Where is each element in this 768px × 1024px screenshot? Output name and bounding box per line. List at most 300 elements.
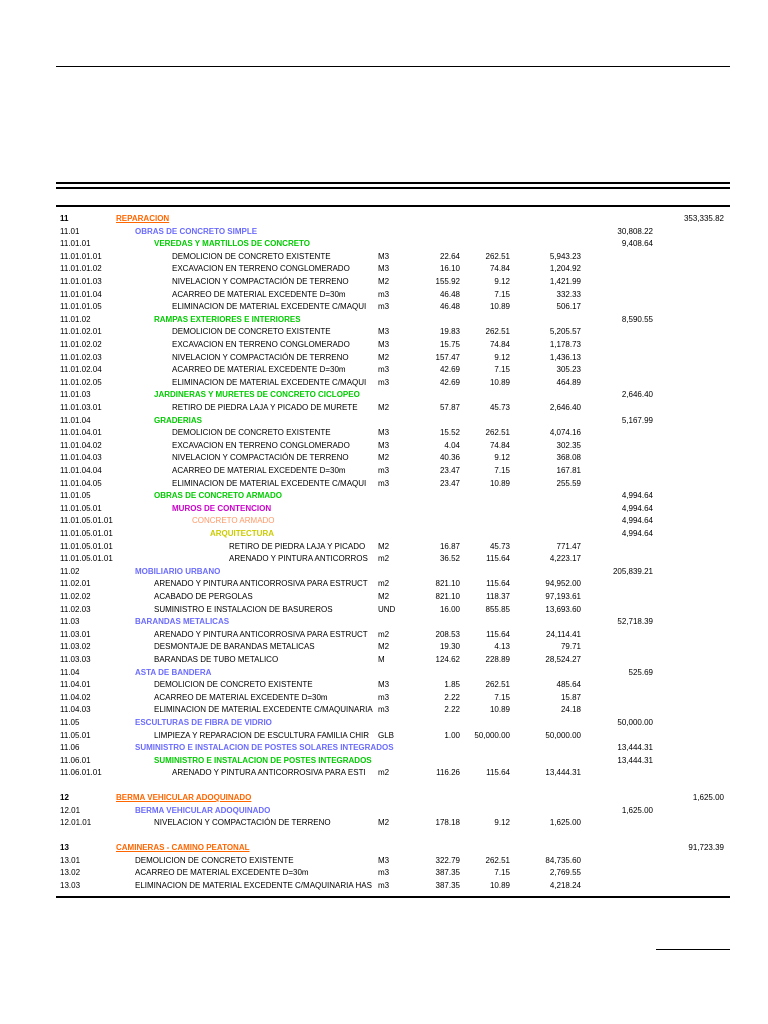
item-code: 11.01.03.01 bbox=[60, 403, 102, 412]
item-code: 12 bbox=[60, 793, 69, 802]
item-quantity: 16.10 bbox=[439, 264, 460, 274]
item-description: ELIMINACION DE MATERIAL EXCEDENTE C/MAQUI bbox=[172, 377, 367, 387]
table-row bbox=[0, 528, 768, 541]
item-unit: m3 bbox=[378, 478, 390, 488]
item-unit: M3 bbox=[378, 340, 390, 349]
item-unit: m2 bbox=[378, 579, 390, 589]
item-description: ASTA DE BANDERA bbox=[135, 667, 212, 677]
item-code: 11.01.03 bbox=[60, 390, 91, 400]
item-unit-price: 9.12 bbox=[494, 277, 510, 286]
item-description: SUMINISTRO E INSTALACION DE BASUREROS bbox=[154, 604, 333, 614]
item-quantity: 208.53 bbox=[435, 629, 460, 639]
item-partial: 5,205.57 bbox=[549, 327, 581, 337]
item-partial: 28,524.27 bbox=[545, 655, 581, 664]
item-unit: m3 bbox=[378, 705, 390, 715]
item-description: DEMOLICION DE CONCRETO EXISTENTE bbox=[172, 327, 331, 337]
item-partial: 94,952.00 bbox=[545, 579, 581, 589]
item-code: 11.01.05.01.01 bbox=[60, 529, 113, 538]
item-quantity: 46.48 bbox=[439, 289, 460, 299]
item-unit: M2 bbox=[378, 642, 390, 652]
item-code: 13.01 bbox=[60, 855, 81, 865]
item-code: 11.01.04.02 bbox=[60, 440, 102, 450]
group-total: 9,408.64 bbox=[621, 239, 653, 249]
item-description: ACARREO DE MATERIAL EXCEDENTE D=30m bbox=[172, 289, 346, 299]
item-unit: M3 bbox=[378, 440, 390, 450]
table-row bbox=[0, 238, 768, 251]
item-partial: 255.59 bbox=[556, 478, 581, 488]
item-description: MOBILIARIO URBANO bbox=[135, 566, 221, 576]
item-description: NIVELACION Y COMPACTACIÓN DE TERRENO bbox=[172, 277, 349, 286]
group-total: 52,718.39 bbox=[617, 617, 653, 627]
item-quantity: 40.36 bbox=[439, 453, 460, 463]
item-code: 11.01 bbox=[60, 226, 80, 236]
table-row bbox=[0, 654, 768, 667]
item-unit-price: 9.12 bbox=[494, 352, 510, 362]
group-total: 205,839.21 bbox=[612, 566, 653, 576]
item-quantity: 821.10 bbox=[435, 579, 460, 589]
item-description: BARANDAS METALICAS bbox=[135, 617, 230, 627]
item-description: ARENADO Y PINTURA ANTICORROS bbox=[229, 554, 368, 564]
item-partial: 305.23 bbox=[556, 365, 581, 375]
table-row bbox=[0, 578, 768, 591]
table-row bbox=[0, 641, 768, 654]
table-row bbox=[0, 276, 768, 289]
item-code: 11.01.04.01 bbox=[60, 428, 102, 438]
item-description: ACABADO DE PERGOLAS bbox=[154, 592, 253, 601]
item-unit: M2 bbox=[378, 277, 390, 286]
item-code: 11.06 bbox=[60, 743, 80, 753]
table-row bbox=[0, 792, 768, 805]
item-unit-price: 262.51 bbox=[485, 251, 510, 261]
table-row bbox=[0, 452, 768, 465]
table-row bbox=[0, 415, 768, 428]
item-unit: M2 bbox=[378, 818, 390, 828]
table-top-rule bbox=[56, 205, 730, 207]
item-description: DEMOLICION DE CONCRETO EXISTENTE bbox=[135, 855, 294, 865]
item-quantity: 322.79 bbox=[435, 855, 460, 865]
item-unit-price: 115.64 bbox=[486, 629, 510, 639]
item-code: 11.04.01 bbox=[60, 680, 91, 690]
item-quantity: 23.47 bbox=[439, 478, 460, 488]
item-description: ACARREO DE MATERIAL EXCEDENTE D=30m bbox=[172, 365, 346, 375]
item-description: ACARREO DE MATERIAL EXCEDENTE D=30m bbox=[135, 868, 309, 878]
section-total: 353,335.82 bbox=[683, 214, 724, 223]
table-row bbox=[0, 604, 768, 617]
table-row bbox=[0, 742, 768, 755]
item-description: SUMINISTRO E INSTALACION DE POSTES INTEGRADOS bbox=[154, 755, 372, 765]
item-unit-price: 74.84 bbox=[489, 264, 510, 274]
group-total: 8,590.55 bbox=[621, 314, 653, 324]
item-description: BERMA VEHICULAR ADOQUINADO bbox=[135, 805, 271, 815]
item-description: RAMPAS EXTERIORES E INTERIORES bbox=[154, 314, 301, 324]
item-code: 11.01.02.01 bbox=[60, 327, 102, 337]
item-unit-price: 118.37 bbox=[486, 592, 510, 601]
item-partial: 368.08 bbox=[556, 453, 581, 463]
section-total: 91,723.39 bbox=[688, 843, 724, 852]
item-unit: m3 bbox=[378, 692, 390, 702]
item-unit-price: 10.89 bbox=[489, 478, 510, 488]
item-code: 11.01.05.01.01 bbox=[60, 516, 113, 526]
item-description: ELIMINACION DE MATERIAL EXCEDENTE C/MAQUI bbox=[172, 302, 367, 312]
group-total: 525.69 bbox=[628, 667, 653, 677]
item-partial: 464.89 bbox=[556, 377, 581, 387]
item-description: NIVELACION Y COMPACTACIÓN DE TERRENO bbox=[172, 352, 349, 362]
item-code: 11.03.02 bbox=[60, 642, 91, 652]
table-row bbox=[0, 629, 768, 642]
item-description: VEREDAS Y MARTILLOS DE CONCRETO bbox=[154, 239, 311, 249]
item-description: LIMPIEZA Y REPARACION DE ESCULTURA FAMILIA CHIR bbox=[154, 730, 370, 740]
table-row bbox=[0, 591, 768, 604]
item-description: RETIRO DE PIEDRA LAJA Y PICADO DE MURETE bbox=[172, 403, 358, 412]
table-bottom-rule bbox=[56, 896, 730, 898]
item-quantity: 387.35 bbox=[435, 880, 460, 890]
item-quantity: 178.18 bbox=[435, 818, 460, 828]
group-total: 2,646.40 bbox=[621, 390, 653, 400]
item-code: 11.02.02 bbox=[60, 592, 91, 601]
item-quantity: 23.47 bbox=[439, 466, 460, 475]
item-quantity: 157.47 bbox=[435, 352, 460, 362]
item-quantity: 2.22 bbox=[444, 692, 460, 702]
item-description: DEMOLICION DE CONCRETO EXISTENTE bbox=[172, 428, 331, 438]
item-quantity: 19.83 bbox=[439, 327, 460, 337]
item-code: 11.01.05 bbox=[60, 491, 91, 501]
item-unit-price: 262.51 bbox=[485, 327, 510, 337]
table-row bbox=[0, 314, 768, 327]
table-row bbox=[0, 389, 768, 402]
item-unit-price: 7.15 bbox=[494, 692, 510, 702]
item-unit-price: 7.15 bbox=[494, 365, 510, 375]
item-unit-price: 50,000.00 bbox=[474, 730, 510, 740]
item-unit: M3 bbox=[378, 264, 390, 274]
group-total: 4,994.64 bbox=[621, 529, 653, 538]
item-unit: m2 bbox=[378, 629, 390, 639]
item-code: 11.01.01.02 bbox=[60, 264, 102, 274]
item-unit: M2 bbox=[378, 592, 390, 601]
item-description: ACARREO DE MATERIAL EXCEDENTE D=30m bbox=[154, 692, 328, 702]
item-partial: 485.64 bbox=[556, 680, 581, 690]
item-unit-price: 228.89 bbox=[485, 655, 510, 664]
item-code: 12.01 bbox=[60, 805, 81, 815]
item-unit: M3 bbox=[378, 680, 390, 690]
table-row bbox=[0, 352, 768, 365]
item-description: CONCRETO ARMADO bbox=[192, 516, 275, 526]
item-code: 11.03 bbox=[60, 617, 80, 627]
item-description: ELIMINACION DE MATERIAL EXCEDENTE C/MAQUINARIA HAS bbox=[135, 880, 372, 890]
item-unit: M2 bbox=[378, 352, 390, 362]
item-unit: m2 bbox=[378, 554, 390, 564]
table-row bbox=[0, 867, 768, 880]
item-quantity: 42.69 bbox=[439, 365, 460, 375]
item-description: SUMINISTRO E INSTALACION DE POSTES SOLARES INTEGRADOS bbox=[135, 743, 394, 753]
top-rule bbox=[56, 66, 730, 67]
item-code: 11.01.05.01.01 bbox=[60, 541, 113, 551]
item-partial: 2,769.55 bbox=[549, 868, 581, 878]
item-unit-price: 7.15 bbox=[494, 868, 510, 878]
item-partial: 50,000.00 bbox=[545, 730, 581, 740]
item-unit-price: 7.15 bbox=[494, 466, 510, 475]
item-code: 11.05 bbox=[60, 718, 80, 727]
item-unit-price: 45.73 bbox=[489, 541, 510, 551]
group-total: 4,994.64 bbox=[621, 491, 653, 501]
item-quantity: 16.00 bbox=[439, 604, 460, 614]
table-row bbox=[0, 263, 768, 276]
item-unit: M3 bbox=[378, 251, 390, 261]
item-unit-price: 10.89 bbox=[489, 302, 510, 312]
section-total: 1,625.00 bbox=[692, 793, 724, 802]
item-unit: M3 bbox=[378, 428, 390, 438]
item-partial: 1,178.73 bbox=[549, 340, 581, 349]
item-description: EXCAVACION EN TERRENO CONGLOMERADO bbox=[172, 264, 350, 274]
item-unit-price: 7.15 bbox=[494, 289, 510, 299]
item-unit: M2 bbox=[378, 453, 390, 463]
item-description: EXCAVACION EN TERRENO CONGLOMERADO bbox=[172, 340, 350, 349]
item-code: 11.04 bbox=[60, 667, 80, 677]
item-partial: 13,444.31 bbox=[545, 768, 581, 778]
table-row bbox=[0, 213, 768, 226]
item-partial: 13,693.60 bbox=[545, 604, 581, 614]
item-code: 11.01.04.03 bbox=[60, 453, 102, 463]
item-description: BERMA VEHICULAR ADOQUINADO bbox=[116, 793, 252, 802]
item-unit-price: 115.64 bbox=[486, 579, 510, 589]
group-total: 13,444.31 bbox=[617, 755, 653, 765]
item-partial: 2,646.40 bbox=[549, 403, 581, 412]
item-code: 11.02.03 bbox=[60, 604, 91, 614]
table-row bbox=[0, 289, 768, 302]
item-description: ESCULTURAS DE FIBRA DE VIDRIO bbox=[135, 718, 272, 727]
table-row bbox=[0, 440, 768, 453]
item-unit: m3 bbox=[378, 377, 390, 387]
item-quantity: 1.85 bbox=[444, 680, 460, 690]
table-row bbox=[0, 364, 768, 377]
item-code: 11.01.01.01 bbox=[60, 251, 102, 261]
group-total: 13,444.31 bbox=[617, 743, 653, 753]
item-description: NIVELACION Y COMPACTACIÓN DE TERRENO bbox=[172, 453, 349, 463]
item-unit-price: 74.84 bbox=[489, 340, 510, 349]
item-partial: 332.33 bbox=[556, 289, 581, 299]
group-total: 4,994.64 bbox=[621, 503, 653, 513]
item-unit-price: 10.89 bbox=[489, 377, 510, 387]
table-row bbox=[0, 679, 768, 692]
item-unit: m3 bbox=[378, 880, 390, 890]
item-partial: 771.47 bbox=[556, 541, 581, 551]
item-description: JARDINERAS Y MURETES DE CONCRETO CICLOPEO bbox=[154, 390, 360, 400]
item-description: ELIMINACION DE MATERIAL EXCEDENTE C/MAQUINARIA bbox=[154, 705, 373, 715]
item-partial: 97,193.61 bbox=[545, 592, 581, 601]
item-unit-price: 115.64 bbox=[486, 554, 510, 564]
item-quantity: 116.26 bbox=[436, 768, 460, 778]
table-row bbox=[0, 541, 768, 554]
item-code: 11.02 bbox=[60, 566, 80, 576]
item-unit-price: 9.12 bbox=[494, 453, 510, 463]
item-code: 11.01.01.04 bbox=[60, 289, 102, 299]
item-quantity: 46.48 bbox=[439, 302, 460, 312]
header-rule-top bbox=[56, 182, 730, 184]
item-unit-price: 10.89 bbox=[489, 880, 510, 890]
item-partial: 15.87 bbox=[560, 692, 581, 702]
item-unit-price: 10.89 bbox=[489, 705, 510, 715]
table-row bbox=[0, 465, 768, 478]
item-code: 11.03.03 bbox=[60, 655, 91, 664]
table-row bbox=[0, 503, 768, 516]
item-code: 11.02.01 bbox=[60, 579, 91, 589]
table-row bbox=[0, 767, 768, 780]
item-code: 11.01.04 bbox=[60, 415, 91, 425]
item-description: BARANDAS DE TUBO METALICO bbox=[154, 655, 279, 664]
item-unit: m3 bbox=[378, 466, 390, 475]
item-unit: m3 bbox=[378, 365, 390, 375]
table-row bbox=[0, 377, 768, 390]
item-code: 11.01.01.05 bbox=[60, 302, 102, 312]
table-row bbox=[0, 402, 768, 415]
table-row bbox=[0, 301, 768, 314]
item-code: 11.01.02.03 bbox=[60, 352, 102, 362]
item-quantity: 22.64 bbox=[439, 251, 460, 261]
item-code: 11.05.01 bbox=[60, 730, 91, 740]
item-description: ARENADO Y PINTURA ANTICORROSIVA PARA ESTI bbox=[172, 768, 366, 778]
item-description: DEMOLICION DE CONCRETO EXISTENTE bbox=[172, 251, 331, 261]
item-partial: 1,436.13 bbox=[549, 352, 581, 362]
item-code: 11.01.01 bbox=[60, 239, 91, 249]
table-row bbox=[0, 817, 768, 830]
group-total: 5,167.99 bbox=[621, 415, 653, 425]
table-row bbox=[0, 553, 768, 566]
table-row bbox=[0, 805, 768, 818]
item-partial: 1,625.00 bbox=[549, 818, 581, 828]
item-partial: 1,421.99 bbox=[549, 277, 581, 286]
page-footer-rule bbox=[656, 949, 730, 950]
table-row bbox=[0, 616, 768, 629]
item-code: 12.01.01 bbox=[60, 818, 92, 828]
item-quantity: 2.22 bbox=[444, 705, 460, 715]
item-code: 13.02 bbox=[60, 868, 81, 878]
item-unit-price: 262.51 bbox=[485, 680, 510, 690]
item-description: GRADERIAS bbox=[154, 415, 203, 425]
table-row bbox=[0, 704, 768, 717]
item-unit-price: 262.51 bbox=[485, 855, 510, 865]
table-row bbox=[0, 515, 768, 528]
item-quantity: 4.04 bbox=[444, 440, 460, 450]
item-unit: M2 bbox=[378, 403, 390, 412]
item-unit-price: 115.64 bbox=[486, 768, 510, 778]
item-unit: UND bbox=[378, 604, 396, 614]
group-total: 1,625.00 bbox=[621, 805, 653, 815]
item-quantity: 1.00 bbox=[444, 730, 460, 740]
item-code: 11.01.05.01 bbox=[60, 503, 102, 513]
item-unit: m3 bbox=[378, 289, 390, 299]
table-row bbox=[0, 692, 768, 705]
group-total: 30,808.22 bbox=[617, 226, 653, 236]
item-quantity: 19.30 bbox=[439, 642, 460, 652]
item-description: ACARREO DE MATERIAL EXCEDENTE D=30m bbox=[172, 466, 346, 475]
item-unit: M2 bbox=[378, 541, 390, 551]
item-description: DEMOLICION DE CONCRETO EXISTENTE bbox=[154, 680, 313, 690]
item-description: ARENADO Y PINTURA ANTICORROSIVA PARA ESTRUCT bbox=[154, 579, 368, 589]
table-row bbox=[0, 326, 768, 339]
item-code: 11.01.02 bbox=[60, 314, 91, 324]
item-unit: M3 bbox=[378, 855, 390, 865]
item-code: 13.03 bbox=[60, 880, 81, 890]
item-unit-price: 74.84 bbox=[489, 440, 510, 450]
table-row bbox=[0, 667, 768, 680]
group-total: 50,000.00 bbox=[617, 718, 653, 727]
table-row bbox=[0, 339, 768, 352]
item-unit-price: 45.73 bbox=[489, 403, 510, 412]
item-quantity: 57.87 bbox=[439, 403, 460, 412]
header-rule-bottom bbox=[56, 187, 730, 189]
item-quantity: 821.10 bbox=[435, 592, 460, 601]
table-row bbox=[0, 842, 768, 855]
item-description: OBRAS DE CONCRETO SIMPLE bbox=[135, 226, 258, 236]
table-row bbox=[0, 730, 768, 743]
item-partial: 5,943.23 bbox=[549, 251, 581, 261]
item-partial: 167.81 bbox=[556, 466, 581, 475]
item-partial: 4,223.17 bbox=[549, 554, 581, 564]
item-description: MUROS DE CONTENCION bbox=[172, 503, 272, 513]
item-partial: 506.17 bbox=[556, 302, 581, 312]
item-description: EXCAVACION EN TERRENO CONGLOMERADO bbox=[172, 440, 350, 450]
item-code: 11.06.01.01 bbox=[60, 768, 102, 778]
item-code: 11.01.02.02 bbox=[60, 340, 102, 349]
table-row bbox=[0, 226, 768, 239]
item-description: REPARACION bbox=[116, 214, 170, 223]
item-code: 11.01.05.01.01 bbox=[60, 554, 113, 564]
item-unit: m2 bbox=[378, 768, 390, 778]
item-code: 11.06.01 bbox=[60, 755, 91, 765]
item-unit: M bbox=[378, 655, 385, 664]
item-partial: 84,735.60 bbox=[545, 855, 581, 865]
item-code: 11.04.02 bbox=[60, 692, 91, 702]
item-code: 11.01.02.04 bbox=[60, 365, 102, 375]
item-description: RETIRO DE PIEDRA LAJA Y PICADO bbox=[229, 541, 366, 551]
item-code: 11.04.03 bbox=[60, 705, 91, 715]
item-code: 13 bbox=[60, 843, 69, 852]
item-unit-price: 9.12 bbox=[494, 818, 510, 828]
item-description: ARENADO Y PINTURA ANTICORROSIVA PARA ESTRUCT bbox=[154, 629, 368, 639]
item-code: 11.03.01 bbox=[60, 629, 91, 639]
group-total: 4,994.64 bbox=[621, 516, 653, 526]
item-code: 11.01.02.05 bbox=[60, 377, 102, 387]
item-code: 11.01.01.03 bbox=[60, 277, 102, 286]
item-unit: m3 bbox=[378, 868, 390, 878]
item-quantity: 155.92 bbox=[435, 277, 460, 286]
item-code: 11.01.04.05 bbox=[60, 478, 102, 488]
item-partial: 24,114.41 bbox=[546, 629, 581, 639]
table-row bbox=[0, 478, 768, 491]
item-partial: 4,218.24 bbox=[549, 880, 581, 890]
table-row bbox=[0, 566, 768, 579]
table-row bbox=[0, 251, 768, 264]
item-unit-price: 4.13 bbox=[494, 642, 510, 652]
item-code: 11.01.04.04 bbox=[60, 466, 102, 475]
item-partial: 302.35 bbox=[556, 440, 581, 450]
item-quantity: 16.87 bbox=[439, 541, 460, 551]
item-quantity: 387.35 bbox=[435, 868, 460, 878]
item-unit-price: 855.85 bbox=[485, 604, 510, 614]
item-description: NIVELACION Y COMPACTACIÓN DE TERRENO bbox=[154, 818, 331, 828]
item-quantity: 36.52 bbox=[439, 554, 460, 564]
item-quantity: 15.75 bbox=[439, 340, 460, 349]
table-row bbox=[0, 880, 768, 893]
table-row bbox=[0, 855, 768, 868]
table-row bbox=[0, 755, 768, 768]
item-quantity: 124.62 bbox=[435, 655, 460, 664]
item-description: DESMONTAJE DE BARANDAS METALICAS bbox=[154, 642, 315, 652]
item-quantity: 42.69 bbox=[439, 377, 460, 387]
item-unit: M3 bbox=[378, 327, 390, 337]
item-description: OBRAS DE CONCRETO ARMADO bbox=[154, 491, 283, 501]
item-partial: 79.71 bbox=[560, 642, 581, 652]
item-quantity: 15.52 bbox=[439, 428, 460, 438]
